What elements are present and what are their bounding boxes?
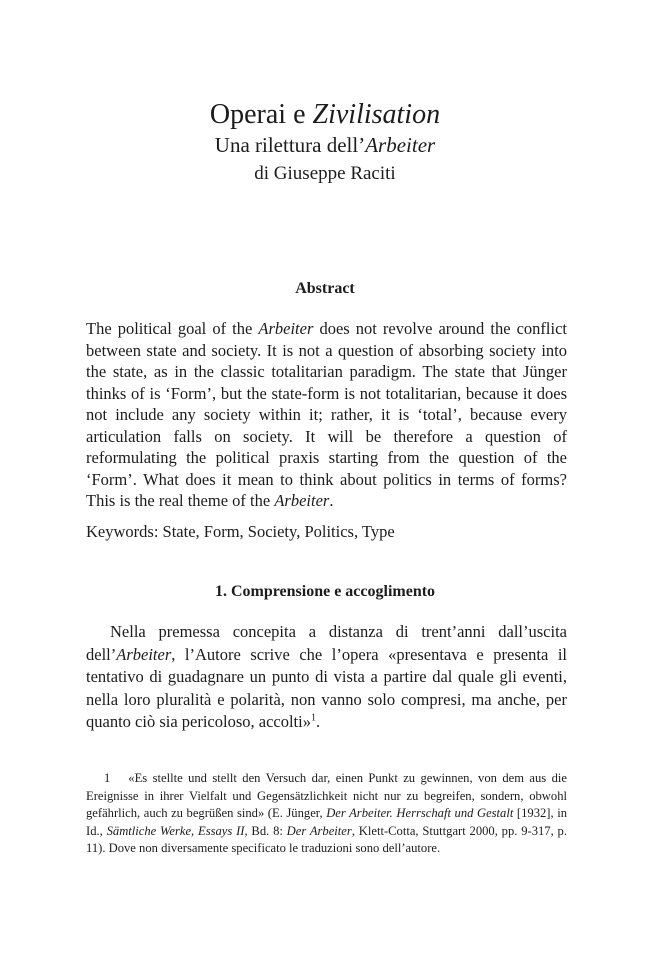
footnote-italic-3: Der Arbeiter [286,823,352,838]
footnote-italic-1: Der Arbeiter. Herrschaft und Gestalt [326,806,514,820]
body-italic: Arbeiter [116,644,172,664]
subtitle-italic: Arbeiter [365,133,436,157]
article-author: di Giuseppe Raciti [254,163,396,184]
body-text-part-2: , l’Autore scrive che l’opera «presentava e presenta il tentativo di guadagnare un punto di vista a partire dal quale gli eventi, nella loro pluralità e polarità, non vanno solo compresi, ma anche, per quanto ciò sia pericoloso, accolti» [86,644,567,731]
abstract-text-part-1: The political goal of the [86,319,259,338]
title-plain: Operai e [209,99,313,130]
footnote-text-3: , Bd. 8: [244,823,287,838]
footnote-text-4: , Klett-Cotta, Stuttgart 2000, pp. 9-317, p. 11). Dove non diversamente specificato le traduzioni sono dell’autore. [86,823,567,855]
body-paragraph [86,621,567,734]
abstract-italic-2: Arbeiter [274,491,330,510]
subtitle-plain: Una rilettura dell’ [214,133,366,157]
footnote-reference[interactable]: 1 [310,712,316,724]
footnote-text-2: [1932], in Id., [86,806,568,838]
abstract-heading: Abstract [295,280,355,297]
footnote-number: 1 [104,771,111,785]
abstract-text [86,318,567,512]
body-text-part-1: Nella premessa concepita a distanza di trent’anni dall’uscita dell’ [86,622,567,664]
keywords-line: Keywords: State, Form, Society, Politics, Type [86,522,395,541]
abstract-text-part-3: . [329,491,334,510]
abstract-text-part-2: does not revolve around the conflict between state and society. It is not a question of absorbing society into the state, as in the classic totalitarian paradigm. The state that Jünger thinks of is ‘Form’, but the state-form is not totalitarian, because it does not include any society within it; rather, it is ‘total’, because every articulation falls on society. It will be therefore a question of reformulating the political praxis starting from the question of the ‘Form’. What does it mean to think about politics in terms of forms? This is the real theme of the [86,319,567,510]
footnote-text-1: «Es stellte und stellt den Versuch dar, einen Punkt zu gewinnen, von dem aus die Ereignisse in ihrer Vielfalt und Gegensätzlichkeit nicht nur zu begreifen, sondern, obwohl gefährlich, auch zu begrüßen sind» (E. Jünger, [86,771,567,820]
title-italic: Zivilisation [312,99,441,130]
footnote-italic-2: Sämtliche Werke, Essays II [106,823,245,838]
body-text-part-3: . [315,712,321,731]
article-title [0,98,650,132]
footnote [86,770,567,858]
section-heading: 1. Comprensione e accoglimento [214,583,436,600]
abstract-italic-1: Arbeiter [258,319,314,338]
article-subtitle [0,132,650,158]
